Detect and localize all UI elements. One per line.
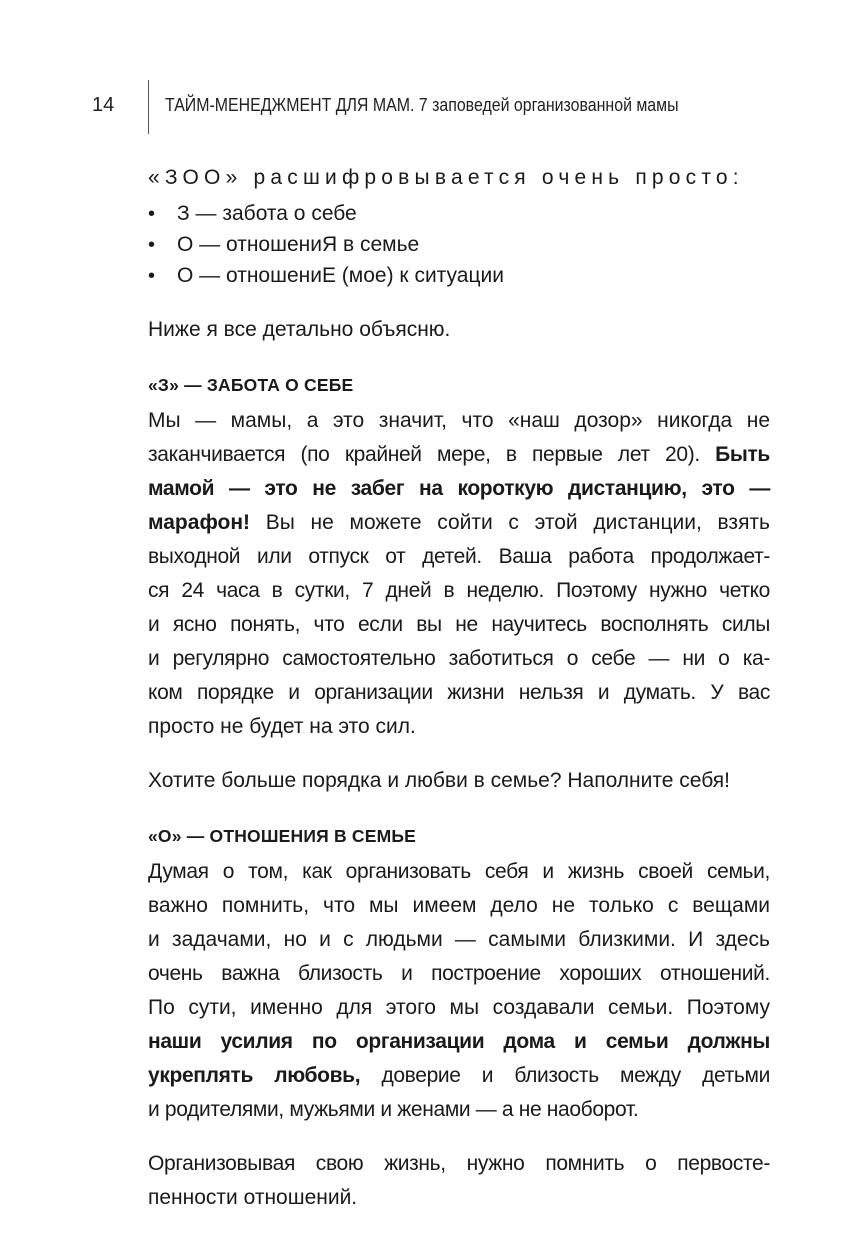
list-item: О — отношениЕ (мое) к ситуации <box>177 264 504 287</box>
closing-line: Организовывая свою жизнь, нужно помнить о первосте- <box>148 1152 770 1175</box>
paragraph-line: ком порядке и организации жизни нельзя и думать. У вас <box>148 681 770 704</box>
list-item: З — забота о себе <box>177 202 357 225</box>
paragraph-line: Мы — мамы, а это значит, что «наш дозор» никогда не <box>148 409 770 432</box>
paragraph-line: марафон! Вы не можете сойти с этой дистанции, взять <box>148 511 770 534</box>
bullet-icon: • <box>148 234 156 256</box>
paragraph-line: и регулярно самостоятельно заботиться о себе — ни о ка- <box>148 647 770 670</box>
paragraph-line: и ясно понять, что если вы не научитесь восполнять силы <box>148 613 770 636</box>
closing-line: пенности отношений. <box>148 1186 358 1209</box>
paragraph-line: и родителями, мужьями и женами — а не наоборот. <box>148 1098 639 1121</box>
header-divider <box>148 80 149 134</box>
paragraph-line: ся 24 часа в сутки, 7 дней в неделю. Поэтому нужно четко <box>148 579 770 602</box>
running-head <box>0 80 845 134</box>
intro-after: Ниже я все детально объясню. <box>148 318 451 341</box>
paragraph-line: Думая о том, как организовать себя и жизнь своей семьи, <box>148 860 770 883</box>
intro-heading: «ЗОО» расшифровывается очень просто: <box>148 166 744 189</box>
book-title: ТАЙМ-МЕНЕДЖМЕНТ ДЛЯ МАМ. 7 заповедей организованной мамы <box>165 94 679 115</box>
paragraph-line: мамой — это не забег на короткую дистанцию, это — <box>148 477 770 500</box>
paragraph-line: укреплять любовь, доверие и близость между детьми <box>148 1064 770 1087</box>
bullet-icon: • <box>148 203 156 225</box>
paragraph-line: просто не будет на это сил. <box>148 715 416 738</box>
section-heading: «З» — ЗАБОТА О СЕБЕ <box>148 375 354 395</box>
section-closing: Хотите больше порядка и любви в семье? Наполните себя! <box>148 769 731 792</box>
paragraph-line: наши усилия по организации дома и семьи должны <box>148 1030 770 1053</box>
paragraph-line: и задачами, но и с людьми — самыми близкими. И здесь <box>148 928 770 951</box>
paragraph-line: По сути, именно для этого мы создавали семьи. Поэтому <box>148 996 770 1019</box>
paragraph-line: заканчивается (по крайней мере, в первые лет 20). Быть <box>148 443 770 466</box>
list-item: О — отношениЯ в семье <box>177 233 420 256</box>
page-number: 14 <box>92 94 115 116</box>
paragraph-line: очень важна близость и построение хороших отношений. <box>148 962 770 985</box>
section-heading: «О» — ОТНОШЕНИЯ В СЕМЬЕ <box>148 826 417 846</box>
paragraph-line: выходной или отпуск от детей. Ваша работа продолжает- <box>148 545 770 568</box>
paragraph-line: важно помнить, что мы имеем дело не только с вещами <box>148 894 770 917</box>
bullet-icon: • <box>148 265 156 287</box>
